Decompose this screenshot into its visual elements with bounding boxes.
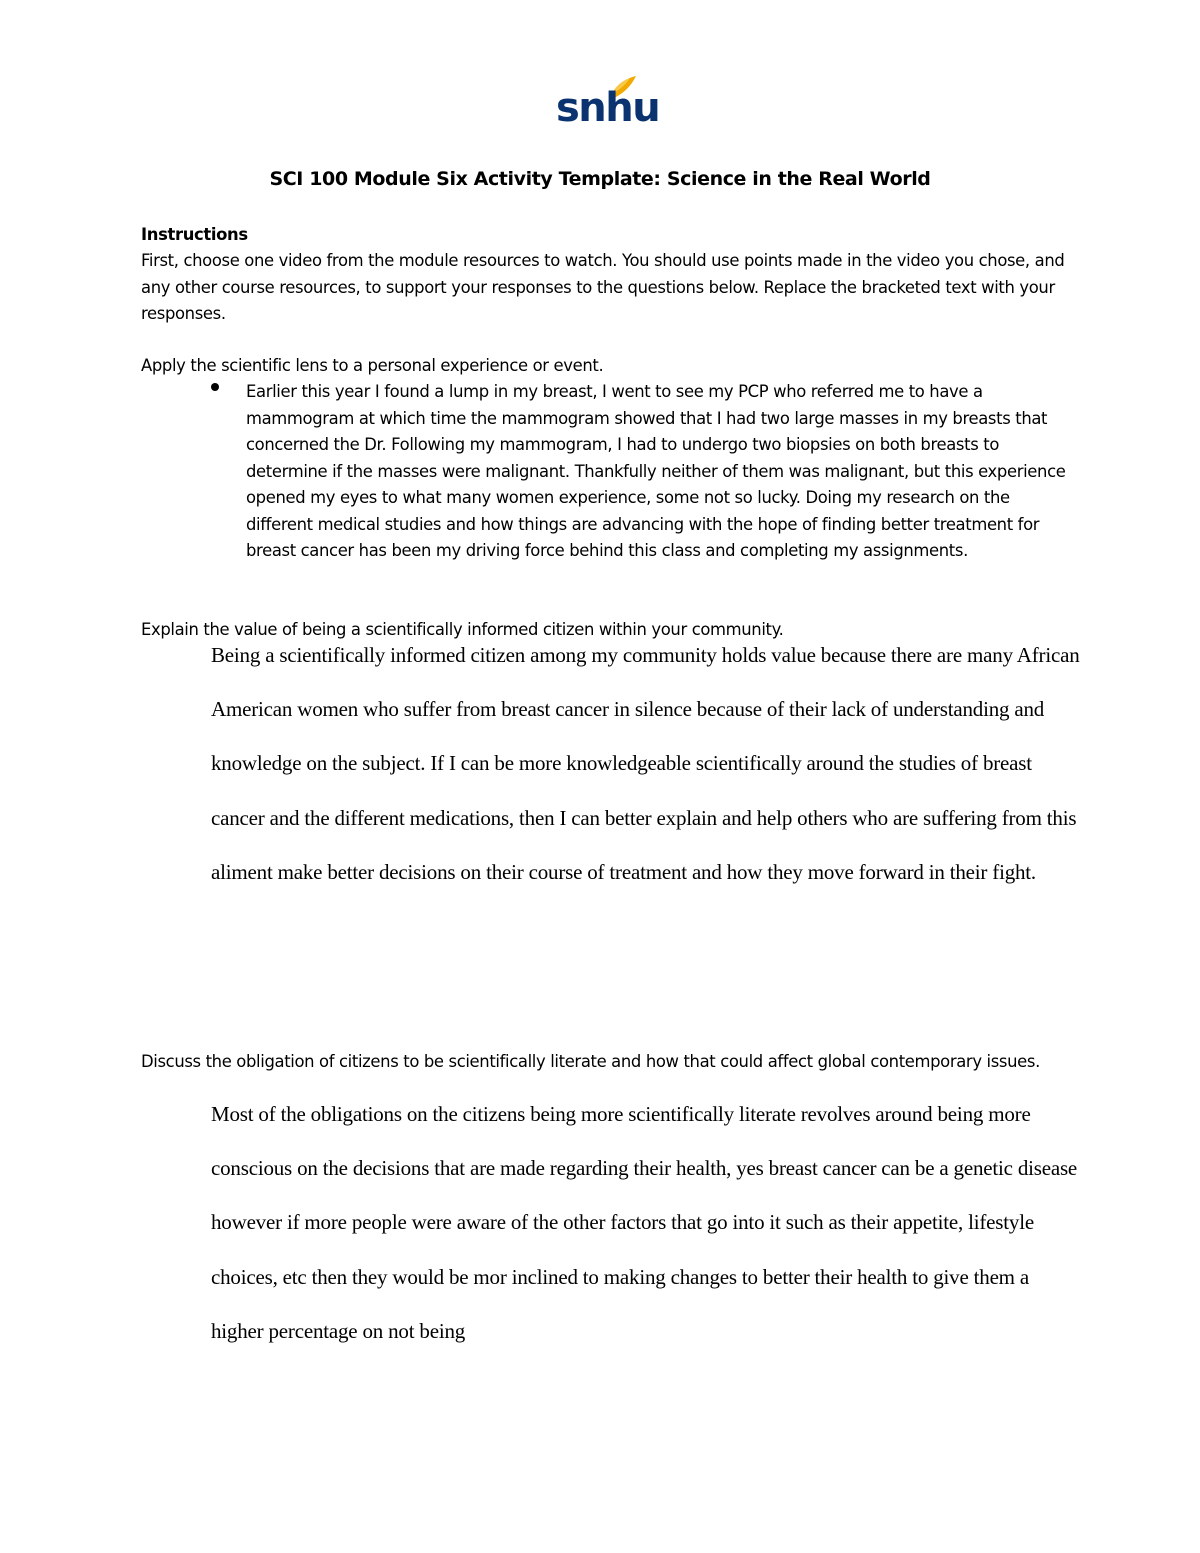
question-1-prompt: Apply the scientific lens to a personal experience or event. bbox=[141, 356, 604, 375]
question-2-prompt: Explain the value of being a scientifically informed citizen within your community. bbox=[141, 620, 784, 639]
question-3-answer: Most of the obligations on the citizens being more scientifically literate revolves around being more conscious on the decisions that are made regarding their health, yes breast cancer can be a genetic disease however if more people were aware of the other factors that go into it such as their appetite, lifestyle choices, etc then they would be mor inclined to making changes to better their health to give them a higher percentage on not being bbox=[211, 1102, 1078, 1343]
question-3-prompt: Discuss the obligation of citizens to be scientifically literate and how that could affect global contemporary issues. bbox=[141, 1052, 1040, 1071]
instructions-text: First, choose one video from the module resources to watch. You should use points made in the video you chose, and any other course resources, to support your responses to the questions below. Replace the bracketed text with your responses. bbox=[141, 251, 1065, 323]
bullet-icon bbox=[211, 383, 219, 391]
page-title: SCI 100 Module Six Activity Template: Science in the Real World bbox=[269, 168, 931, 190]
instructions-heading: Instructions bbox=[141, 225, 248, 244]
question-2-answer: Being a scientifically informed citizen among my community holds value because there are many African American women who suffer from breast cancer in silence because of their lack of understanding and knowledge on the subject. If I can be more knowledgeable scientifically around the studies of breast cancer and the different medications, then I can better explain and help others who are suffering from this aliment make better decisions on their course of treatment and how they move forward in their fight. bbox=[211, 643, 1080, 884]
question-1-answer: Earlier this year I found a lump in my breast, I went to see my PCP who referred me to have a mammogram at which time the mammogram showed that I had two large masses in my breasts that concerned the Dr. Following my mammogram, I had to undergo two biopsies on both breasts to determine if the masses were malignant. Thankfully neither of them was malignant, but this experience opened my eyes to what many women experience, some not so lucky. Doing my research on the different medical studies and how things are advancing with the hope of finding better treatment for breast cancer has been my driving force behind this class and completing my assignments. bbox=[246, 382, 1066, 560]
logo-text: snhu bbox=[556, 85, 660, 131]
